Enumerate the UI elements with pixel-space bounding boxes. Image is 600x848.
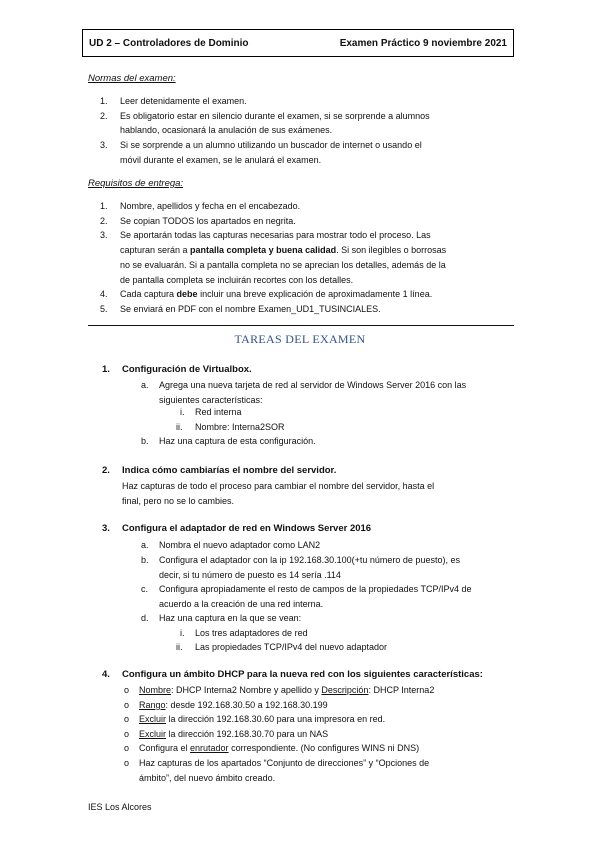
task-1-a: a. Agrega una nueva tarjeta de red al servidor de Windows Server 2016 con las siguientes características: [141, 380, 467, 405]
header-exam-date: Examen Práctico 9 noviembre 2021 [339, 37, 507, 49]
task-1-b: b. Haz una captura de esta configuración. [141, 436, 316, 446]
task-3-c: c. Configura apropiadamente el resto de campos de la propiedades TCP/IPv4 de acuerdo a la creación de una red interna. [141, 584, 472, 609]
list-item: 4. Cada captura debe incluir una breve explicación de aproximadamente 1 línea. [100, 289, 433, 300]
requisitos-heading: Requisitos de entrega: [88, 178, 184, 189]
list-item: 2. Se copian TODOS los apartados en negrita. [100, 215, 296, 226]
section-divider [88, 325, 514, 326]
normas-heading: Normas del examen: [88, 73, 176, 84]
header-unit-title: UD 2 – Controladores de Dominio [89, 37, 249, 49]
task-3-a: a. Nombra el nuevo adaptador como LAN2 [141, 540, 321, 550]
task-4-item-enrutador: o Configura el enrutador correspondiente. (No configures WINS ni DNS) [124, 743, 420, 753]
normas-list [100, 94, 500, 168]
task-4-item-excluir-nas: o Excluir la dirección 192.168.30.70 para un NAS [124, 729, 329, 739]
list-item: 3. Si se sorprende a un alumno utilizando un buscador de internet o usando el móvil durante el examen, se le anulará el examen. [100, 140, 422, 165]
list-item: 5. Se enviará en PDF con el nombre Examen_UD1_TUSINCIALES. [100, 303, 381, 314]
task-4-title: 4. Configura un ámbito DHCP para la nueva red con los siguientes características: [102, 669, 483, 680]
task-4-item-capturas: o Haz capturas de los apartados “Conjunto de direcciones” y “Opciones de ámbito”, del nuevo ámbito creado. [124, 758, 430, 783]
task-1-a-i: i. Red interna [180, 407, 242, 417]
page-header [82, 29, 514, 57]
task-3-d-ii: ii. Las propiedades TCP/IPv4 del nuevo adaptador [176, 642, 387, 652]
list-item: 1. Nombre, apellidos y fecha en el encabezado. [100, 201, 301, 211]
task-4-item-nombre: o Nombre: DHCP Interna2 Nombre y apellido y Descripción: DHCP Interna2 [124, 685, 435, 695]
task-3-d-i: i. Los tres adaptadores de red [180, 628, 308, 638]
task-1-title: 1. Configuración de Virtualbox. [102, 364, 252, 375]
task-3-title: 3. Configura el adaptador de red en Windows Server 2016 [102, 523, 372, 534]
list-item: 2. Es obligatorio estar en silencio durante el examen, si se sorprende a alumnos hablando, ocasionará la anulación de sus exámenes. [100, 110, 430, 136]
task-3-b: b. Configura el adaptador con la ip 192.168.30.100(+tu número de puesto), es decir, si tu número de puesto es 14 sería .114 [141, 555, 460, 580]
task-4-item-rango: o Rango: desde 192.168.30.50 a 192.168.30.199 [124, 700, 328, 710]
task-2-title: 2. Indica cómo cambiarías el nombre del servidor. [102, 465, 337, 476]
list-item: 1. Leer detenidamente el examen. [100, 96, 247, 106]
task-1-a-ii: ii. Nombre: Interna2SOR [176, 422, 285, 432]
task-2-text: Haz capturas de todo el proceso para cambiar el nombre del servidor, hasta el final, pero no se lo cambies. [122, 481, 435, 506]
task-3-d: d. Haz una captura en la que se vean: [141, 613, 302, 623]
list-item: 3. Se aportarán todas las capturas necesarias para mostrar todo el proceso. Las capturan serán a pantalla completa y buena calidad. Si son ilegibles o borrosas no se evaluarán. Si a pantalla completa no se aprecian los detalles, además de la de pantalla completa se incluirán recortes con los detalles. [100, 230, 447, 285]
tareas-title: TAREAS DEL EXAMEN [234, 332, 366, 346]
page-footer: IES Los Alcores [88, 802, 152, 812]
task-4-item-excluir-impresora: o Excluir la dirección 192.168.30.60 para una impresora en red. [124, 714, 386, 724]
requisitos-list [100, 199, 500, 317]
